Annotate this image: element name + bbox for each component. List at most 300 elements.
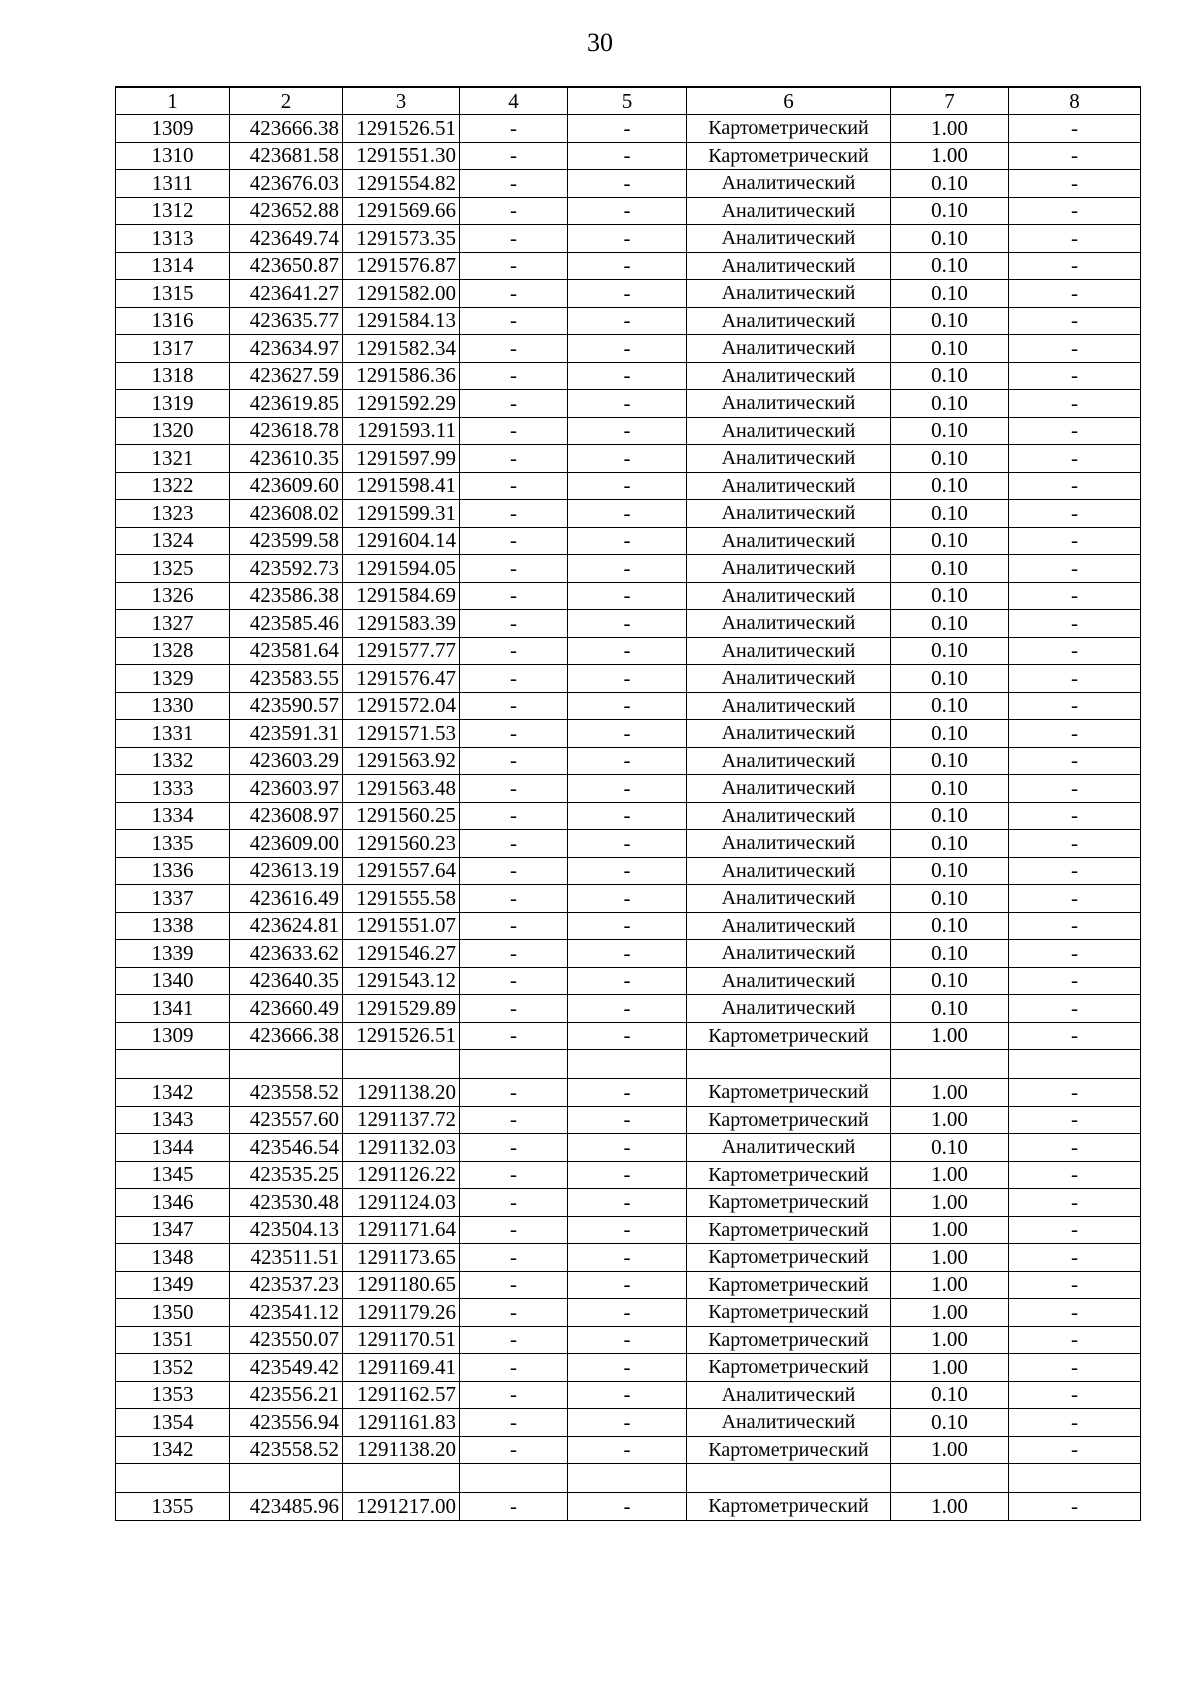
col8-cell: - bbox=[1009, 692, 1141, 720]
accuracy-cell: 1.00 bbox=[891, 1436, 1009, 1464]
x-coordinate-cell: 423633.62 bbox=[230, 940, 343, 968]
col4-cell: - bbox=[460, 1354, 568, 1382]
x-coordinate-cell: 423634.97 bbox=[230, 335, 343, 363]
header-cell: 5 bbox=[568, 87, 687, 115]
x-coordinate-cell: 423530.48 bbox=[230, 1189, 343, 1217]
accuracy-cell: 1.00 bbox=[891, 1326, 1009, 1354]
col8-cell: - bbox=[1009, 775, 1141, 803]
method-cell: Аналитический bbox=[687, 417, 891, 445]
method-cell: Картометрический bbox=[687, 1271, 891, 1299]
col4-cell: - bbox=[460, 720, 568, 748]
col5-cell bbox=[568, 1050, 687, 1079]
method-cell: Аналитический bbox=[687, 170, 891, 198]
col4-cell: - bbox=[460, 940, 568, 968]
table-row bbox=[116, 417, 1141, 445]
accuracy-cell: 0.10 bbox=[891, 802, 1009, 830]
col4-cell: - bbox=[460, 445, 568, 473]
point-number-cell bbox=[116, 1050, 230, 1079]
method-cell: Аналитический bbox=[687, 225, 891, 253]
col4-cell: - bbox=[460, 637, 568, 665]
col4-cell: - bbox=[460, 1326, 568, 1354]
col4-cell: - bbox=[460, 362, 568, 390]
x-coordinate-cell: 423546.54 bbox=[230, 1134, 343, 1162]
x-coordinate-cell: 423537.23 bbox=[230, 1271, 343, 1299]
point-number-cell: 1338 bbox=[116, 912, 230, 940]
table-row bbox=[116, 1022, 1141, 1050]
method-cell: Аналитический bbox=[687, 637, 891, 665]
col8-cell: - bbox=[1009, 802, 1141, 830]
y-coordinate-cell: 1291592.29 bbox=[343, 390, 460, 418]
table-row bbox=[116, 1161, 1141, 1189]
table-row bbox=[116, 967, 1141, 995]
col5-cell: - bbox=[568, 582, 687, 610]
col8-cell: - bbox=[1009, 1134, 1141, 1162]
col8-cell: - bbox=[1009, 335, 1141, 363]
table-row bbox=[116, 1381, 1141, 1409]
method-cell: Аналитический bbox=[687, 582, 891, 610]
col5-cell: - bbox=[568, 335, 687, 363]
y-coordinate-cell: 1291584.69 bbox=[343, 582, 460, 610]
method-cell: Аналитический bbox=[687, 995, 891, 1023]
point-number-cell: 1355 bbox=[116, 1493, 230, 1521]
col5-cell: - bbox=[568, 1299, 687, 1327]
x-coordinate-cell: 423550.07 bbox=[230, 1326, 343, 1354]
col5-cell bbox=[568, 1464, 687, 1493]
col5-cell: - bbox=[568, 637, 687, 665]
x-coordinate-cell: 423590.57 bbox=[230, 692, 343, 720]
accuracy-cell: 0.10 bbox=[891, 555, 1009, 583]
y-coordinate-cell: 1291161.83 bbox=[343, 1409, 460, 1437]
col4-cell: - bbox=[460, 335, 568, 363]
y-coordinate-cell: 1291597.99 bbox=[343, 445, 460, 473]
point-number-cell: 1344 bbox=[116, 1134, 230, 1162]
y-coordinate-cell: 1291543.12 bbox=[343, 967, 460, 995]
x-coordinate-cell: 423603.97 bbox=[230, 775, 343, 803]
accuracy-cell: 0.10 bbox=[891, 967, 1009, 995]
table-row bbox=[116, 362, 1141, 390]
method-cell bbox=[687, 1464, 891, 1493]
accuracy-cell: 1.00 bbox=[891, 1354, 1009, 1382]
col8-cell: - bbox=[1009, 115, 1141, 143]
point-number-cell: 1342 bbox=[116, 1079, 230, 1107]
x-coordinate-cell: 423676.03 bbox=[230, 170, 343, 198]
x-coordinate-cell: 423641.27 bbox=[230, 280, 343, 308]
table-row bbox=[116, 610, 1141, 638]
table-row bbox=[116, 445, 1141, 473]
col4-cell: - bbox=[460, 555, 568, 583]
col8-cell: - bbox=[1009, 1216, 1141, 1244]
col4-cell: - bbox=[460, 1216, 568, 1244]
table-row bbox=[116, 170, 1141, 198]
table-row bbox=[116, 142, 1141, 170]
col4-cell: - bbox=[460, 912, 568, 940]
y-coordinate-cell: 1291584.13 bbox=[343, 307, 460, 335]
point-number-cell: 1321 bbox=[116, 445, 230, 473]
y-coordinate-cell: 1291594.05 bbox=[343, 555, 460, 583]
table-row bbox=[116, 307, 1141, 335]
accuracy-cell: 0.10 bbox=[891, 912, 1009, 940]
y-coordinate-cell: 1291217.00 bbox=[343, 1493, 460, 1521]
x-coordinate-cell: 423649.74 bbox=[230, 225, 343, 253]
method-cell: Аналитический bbox=[687, 665, 891, 693]
col5-cell: - bbox=[568, 1381, 687, 1409]
accuracy-cell bbox=[891, 1464, 1009, 1493]
col8-cell bbox=[1009, 1464, 1141, 1493]
col8-cell: - bbox=[1009, 1244, 1141, 1272]
table-row bbox=[116, 335, 1141, 363]
method-cell: Картометрический bbox=[687, 1079, 891, 1107]
accuracy-cell: 0.10 bbox=[891, 500, 1009, 528]
header-cell: 7 bbox=[891, 87, 1009, 115]
point-number-cell: 1319 bbox=[116, 390, 230, 418]
point-number-cell: 1318 bbox=[116, 362, 230, 390]
method-cell: Аналитический bbox=[687, 307, 891, 335]
col4-cell: - bbox=[460, 692, 568, 720]
x-coordinate-cell: 423511.51 bbox=[230, 1244, 343, 1272]
x-coordinate-cell: 423583.55 bbox=[230, 665, 343, 693]
x-coordinate-cell: 423592.73 bbox=[230, 555, 343, 583]
col4-cell: - bbox=[460, 390, 568, 418]
point-number-cell: 1320 bbox=[116, 417, 230, 445]
col8-cell: - bbox=[1009, 1079, 1141, 1107]
col8-cell: - bbox=[1009, 1354, 1141, 1382]
method-cell: Аналитический bbox=[687, 747, 891, 775]
table-row bbox=[116, 390, 1141, 418]
col4-cell: - bbox=[460, 472, 568, 500]
y-coordinate-cell: 1291526.51 bbox=[343, 115, 460, 143]
method-cell: Картометрический bbox=[687, 1354, 891, 1382]
col4-cell: - bbox=[460, 225, 568, 253]
col8-cell: - bbox=[1009, 225, 1141, 253]
method-cell: Аналитический bbox=[687, 527, 891, 555]
header-cell: 4 bbox=[460, 87, 568, 115]
method-cell: Аналитический bbox=[687, 555, 891, 583]
point-number-cell: 1324 bbox=[116, 527, 230, 555]
x-coordinate-cell: 423624.81 bbox=[230, 912, 343, 940]
accuracy-cell: 0.10 bbox=[891, 857, 1009, 885]
header-cell: 3 bbox=[343, 87, 460, 115]
point-number-cell: 1353 bbox=[116, 1381, 230, 1409]
col4-cell: - bbox=[460, 802, 568, 830]
col5-cell: - bbox=[568, 1493, 687, 1521]
col8-cell: - bbox=[1009, 912, 1141, 940]
y-coordinate-cell bbox=[343, 1050, 460, 1079]
y-coordinate-cell: 1291132.03 bbox=[343, 1134, 460, 1162]
table-separator-row bbox=[116, 1050, 1141, 1079]
x-coordinate-cell: 423635.77 bbox=[230, 307, 343, 335]
x-coordinate-cell: 423618.78 bbox=[230, 417, 343, 445]
y-coordinate-cell: 1291137.72 bbox=[343, 1106, 460, 1134]
col8-cell: - bbox=[1009, 527, 1141, 555]
col5-cell: - bbox=[568, 170, 687, 198]
header-cell: 8 bbox=[1009, 87, 1141, 115]
col4-cell: - bbox=[460, 307, 568, 335]
coordinates-table bbox=[115, 86, 1141, 1521]
y-coordinate-cell: 1291529.89 bbox=[343, 995, 460, 1023]
col8-cell: - bbox=[1009, 197, 1141, 225]
accuracy-cell: 0.10 bbox=[891, 362, 1009, 390]
col5-cell: - bbox=[568, 610, 687, 638]
method-cell: Картометрический bbox=[687, 142, 891, 170]
point-number-cell: 1350 bbox=[116, 1299, 230, 1327]
header-cell: 1 bbox=[116, 87, 230, 115]
col8-cell: - bbox=[1009, 1409, 1141, 1437]
accuracy-cell: 0.10 bbox=[891, 225, 1009, 253]
point-number-cell: 1327 bbox=[116, 610, 230, 638]
accuracy-cell: 0.10 bbox=[891, 307, 1009, 335]
point-number-cell bbox=[116, 1464, 230, 1493]
point-number-cell: 1323 bbox=[116, 500, 230, 528]
col4-cell: - bbox=[460, 417, 568, 445]
y-coordinate-cell: 1291560.25 bbox=[343, 802, 460, 830]
col5-cell: - bbox=[568, 1161, 687, 1189]
col4-cell: - bbox=[460, 1493, 568, 1521]
point-number-cell: 1354 bbox=[116, 1409, 230, 1437]
method-cell: Аналитический bbox=[687, 1381, 891, 1409]
accuracy-cell: 1.00 bbox=[891, 1106, 1009, 1134]
method-cell: Картометрический bbox=[687, 1493, 891, 1521]
accuracy-cell: 0.10 bbox=[891, 665, 1009, 693]
method-cell: Аналитический bbox=[687, 802, 891, 830]
y-coordinate-cell: 1291546.27 bbox=[343, 940, 460, 968]
method-cell: Аналитический bbox=[687, 390, 891, 418]
accuracy-cell: 1.00 bbox=[891, 115, 1009, 143]
y-coordinate-cell: 1291557.64 bbox=[343, 857, 460, 885]
method-cell: Картометрический bbox=[687, 1326, 891, 1354]
x-coordinate-cell: 423581.64 bbox=[230, 637, 343, 665]
table-row bbox=[116, 912, 1141, 940]
accuracy-cell: 1.00 bbox=[891, 1079, 1009, 1107]
x-coordinate-cell: 423666.38 bbox=[230, 1022, 343, 1050]
col4-cell: - bbox=[460, 1106, 568, 1134]
method-cell: Картометрический bbox=[687, 1106, 891, 1134]
method-cell: Аналитический bbox=[687, 885, 891, 913]
table-row bbox=[116, 885, 1141, 913]
table-body bbox=[116, 87, 1141, 1520]
method-cell: Аналитический bbox=[687, 280, 891, 308]
col8-cell: - bbox=[1009, 362, 1141, 390]
col5-cell: - bbox=[568, 390, 687, 418]
col5-cell: - bbox=[568, 500, 687, 528]
col4-cell: - bbox=[460, 252, 568, 280]
point-number-cell: 1310 bbox=[116, 142, 230, 170]
accuracy-cell: 0.10 bbox=[891, 472, 1009, 500]
col5-cell: - bbox=[568, 225, 687, 253]
point-number-cell: 1315 bbox=[116, 280, 230, 308]
point-number-cell: 1349 bbox=[116, 1271, 230, 1299]
point-number-cell: 1312 bbox=[116, 197, 230, 225]
point-number-cell: 1336 bbox=[116, 857, 230, 885]
accuracy-cell: 0.10 bbox=[891, 1381, 1009, 1409]
x-coordinate-cell: 423558.52 bbox=[230, 1079, 343, 1107]
table-row bbox=[116, 1326, 1141, 1354]
col5-cell: - bbox=[568, 1022, 687, 1050]
col5-cell: - bbox=[568, 1354, 687, 1382]
header-cell: 2 bbox=[230, 87, 343, 115]
y-coordinate-cell: 1291171.64 bbox=[343, 1216, 460, 1244]
point-number-cell: 1311 bbox=[116, 170, 230, 198]
accuracy-cell: 0.10 bbox=[891, 252, 1009, 280]
y-coordinate-cell: 1291169.41 bbox=[343, 1354, 460, 1382]
table-row bbox=[116, 1079, 1141, 1107]
col5-cell: - bbox=[568, 252, 687, 280]
table-row bbox=[116, 775, 1141, 803]
y-coordinate-cell: 1291526.51 bbox=[343, 1022, 460, 1050]
col5-cell: - bbox=[568, 1079, 687, 1107]
accuracy-cell: 0.10 bbox=[891, 610, 1009, 638]
y-coordinate-cell: 1291582.00 bbox=[343, 280, 460, 308]
col5-cell: - bbox=[568, 1106, 687, 1134]
y-coordinate-cell: 1291173.65 bbox=[343, 1244, 460, 1272]
x-coordinate-cell: 423591.31 bbox=[230, 720, 343, 748]
header-cell: 6 bbox=[687, 87, 891, 115]
col8-cell: - bbox=[1009, 857, 1141, 885]
col5-cell: - bbox=[568, 362, 687, 390]
y-coordinate-cell: 1291571.53 bbox=[343, 720, 460, 748]
y-coordinate-cell: 1291598.41 bbox=[343, 472, 460, 500]
col8-cell: - bbox=[1009, 610, 1141, 638]
point-number-cell: 1333 bbox=[116, 775, 230, 803]
accuracy-cell: 0.10 bbox=[891, 335, 1009, 363]
col5-cell: - bbox=[568, 885, 687, 913]
point-number-cell: 1343 bbox=[116, 1106, 230, 1134]
x-coordinate-cell bbox=[230, 1050, 343, 1079]
col4-cell: - bbox=[460, 500, 568, 528]
table-row bbox=[116, 1244, 1141, 1272]
y-coordinate-cell: 1291583.39 bbox=[343, 610, 460, 638]
col5-cell: - bbox=[568, 197, 687, 225]
x-coordinate-cell bbox=[230, 1464, 343, 1493]
method-cell: Аналитический bbox=[687, 472, 891, 500]
accuracy-cell: 0.10 bbox=[891, 692, 1009, 720]
method-cell: Картометрический bbox=[687, 1022, 891, 1050]
accuracy-cell: 1.00 bbox=[891, 1022, 1009, 1050]
col5-cell: - bbox=[568, 802, 687, 830]
col5-cell: - bbox=[568, 1436, 687, 1464]
col5-cell: - bbox=[568, 1326, 687, 1354]
accuracy-cell: 1.00 bbox=[891, 1216, 1009, 1244]
point-number-cell: 1322 bbox=[116, 472, 230, 500]
table-row bbox=[116, 472, 1141, 500]
col4-cell: - bbox=[460, 610, 568, 638]
table-row bbox=[116, 1134, 1141, 1162]
col5-cell: - bbox=[568, 940, 687, 968]
y-coordinate-cell: 1291138.20 bbox=[343, 1436, 460, 1464]
accuracy-cell: 0.10 bbox=[891, 1409, 1009, 1437]
point-number-cell: 1331 bbox=[116, 720, 230, 748]
method-cell: Картометрический bbox=[687, 1189, 891, 1217]
method-cell bbox=[687, 1050, 891, 1079]
x-coordinate-cell: 423485.96 bbox=[230, 1493, 343, 1521]
x-coordinate-cell: 423556.94 bbox=[230, 1409, 343, 1437]
table-header-row bbox=[116, 87, 1141, 115]
point-number-cell: 1309 bbox=[116, 1022, 230, 1050]
table-row bbox=[116, 857, 1141, 885]
col4-cell: - bbox=[460, 582, 568, 610]
y-coordinate-cell: 1291563.48 bbox=[343, 775, 460, 803]
x-coordinate-cell: 423681.58 bbox=[230, 142, 343, 170]
point-number-cell: 1347 bbox=[116, 1216, 230, 1244]
table-row bbox=[116, 940, 1141, 968]
method-cell: Аналитический bbox=[687, 500, 891, 528]
accuracy-cell: 0.10 bbox=[891, 390, 1009, 418]
table-row bbox=[116, 197, 1141, 225]
col5-cell: - bbox=[568, 280, 687, 308]
x-coordinate-cell: 423609.60 bbox=[230, 472, 343, 500]
col4-cell: - bbox=[460, 665, 568, 693]
accuracy-cell: 0.10 bbox=[891, 1134, 1009, 1162]
point-number-cell: 1326 bbox=[116, 582, 230, 610]
accuracy-cell: 0.10 bbox=[891, 747, 1009, 775]
table-row bbox=[116, 527, 1141, 555]
col4-cell: - bbox=[460, 1271, 568, 1299]
method-cell: Аналитический bbox=[687, 857, 891, 885]
method-cell: Аналитический bbox=[687, 445, 891, 473]
point-number-cell: 1348 bbox=[116, 1244, 230, 1272]
x-coordinate-cell: 423660.49 bbox=[230, 995, 343, 1023]
col4-cell: - bbox=[460, 280, 568, 308]
col5-cell: - bbox=[568, 857, 687, 885]
point-number-cell: 1345 bbox=[116, 1161, 230, 1189]
y-coordinate-cell: 1291576.87 bbox=[343, 252, 460, 280]
x-coordinate-cell: 423640.35 bbox=[230, 967, 343, 995]
y-coordinate-cell: 1291582.34 bbox=[343, 335, 460, 363]
y-coordinate-cell: 1291572.04 bbox=[343, 692, 460, 720]
col4-cell: - bbox=[460, 885, 568, 913]
point-number-cell: 1313 bbox=[116, 225, 230, 253]
col5-cell: - bbox=[568, 665, 687, 693]
y-coordinate-cell: 1291124.03 bbox=[343, 1189, 460, 1217]
x-coordinate-cell: 423608.97 bbox=[230, 802, 343, 830]
y-coordinate-cell: 1291551.07 bbox=[343, 912, 460, 940]
col4-cell: - bbox=[460, 747, 568, 775]
table-row bbox=[116, 1189, 1141, 1217]
point-number-cell: 1332 bbox=[116, 747, 230, 775]
col8-cell bbox=[1009, 1050, 1141, 1079]
col8-cell: - bbox=[1009, 252, 1141, 280]
table-row bbox=[116, 720, 1141, 748]
accuracy-cell: 1.00 bbox=[891, 1271, 1009, 1299]
y-coordinate-cell: 1291179.26 bbox=[343, 1299, 460, 1327]
method-cell: Аналитический bbox=[687, 1409, 891, 1437]
accuracy-cell: 0.10 bbox=[891, 445, 1009, 473]
x-coordinate-cell: 423608.02 bbox=[230, 500, 343, 528]
table-row bbox=[116, 500, 1141, 528]
x-coordinate-cell: 423586.38 bbox=[230, 582, 343, 610]
col8-cell: - bbox=[1009, 1189, 1141, 1217]
table-row bbox=[116, 830, 1141, 858]
method-cell: Аналитический bbox=[687, 940, 891, 968]
col4-cell: - bbox=[460, 1022, 568, 1050]
x-coordinate-cell: 423613.19 bbox=[230, 857, 343, 885]
col8-cell: - bbox=[1009, 142, 1141, 170]
x-coordinate-cell: 423504.13 bbox=[230, 1216, 343, 1244]
table-row bbox=[116, 225, 1141, 253]
col5-cell: - bbox=[568, 830, 687, 858]
col8-cell: - bbox=[1009, 1493, 1141, 1521]
x-coordinate-cell: 423557.60 bbox=[230, 1106, 343, 1134]
table-row bbox=[116, 1299, 1141, 1327]
col4-cell: - bbox=[460, 995, 568, 1023]
method-cell: Аналитический bbox=[687, 830, 891, 858]
accuracy-cell: 1.00 bbox=[891, 1161, 1009, 1189]
col8-cell: - bbox=[1009, 995, 1141, 1023]
col8-cell: - bbox=[1009, 445, 1141, 473]
y-coordinate-cell bbox=[343, 1464, 460, 1493]
col8-cell: - bbox=[1009, 830, 1141, 858]
col4-cell bbox=[460, 1050, 568, 1079]
col4-cell: - bbox=[460, 1189, 568, 1217]
